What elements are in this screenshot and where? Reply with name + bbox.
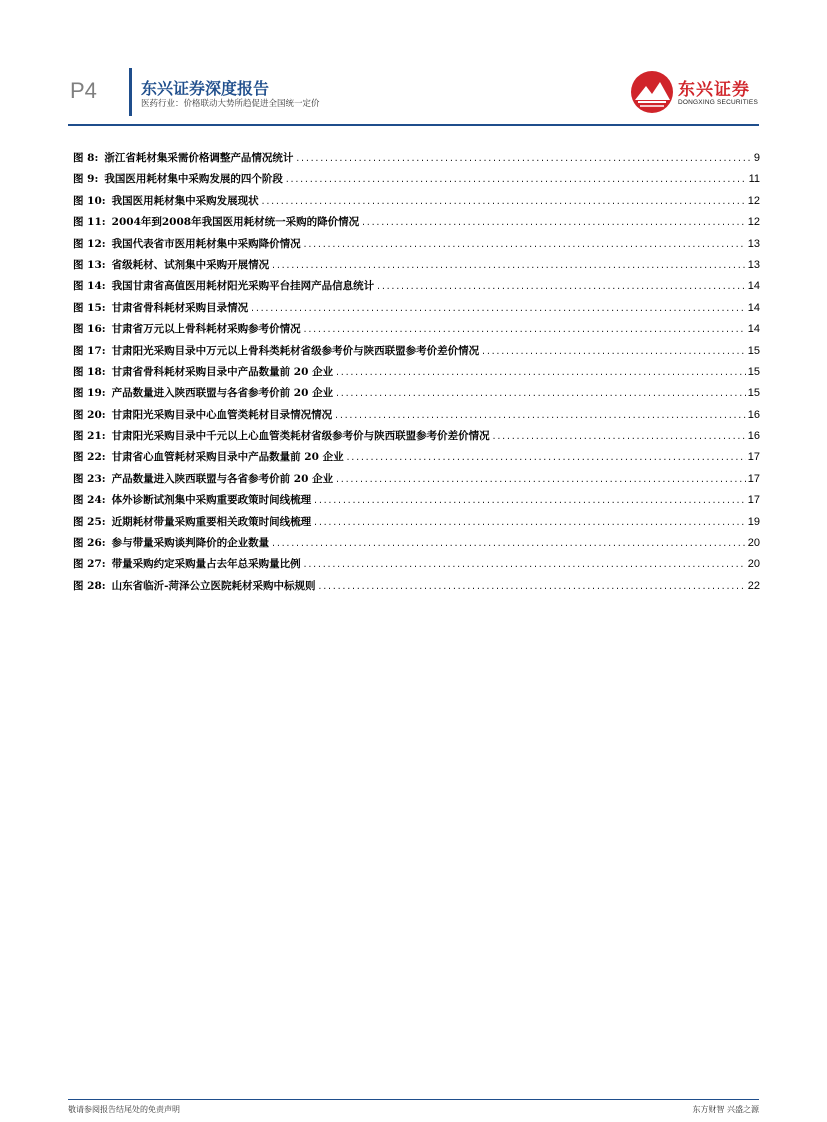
toc-entry-page[interactable]: 13: [747, 237, 760, 250]
toc-entry-page[interactable]: 17: [747, 451, 760, 464]
toc-entry-title[interactable]: 甘肃省心血管耗材采购目录中产品数量前 20 企业: [111, 451, 344, 464]
toc-entry[interactable]: [73, 385, 760, 406]
toc-entry[interactable]: [73, 150, 760, 171]
toc-entry[interactable]: [73, 428, 760, 449]
toc-entry-title[interactable]: 体外诊断试剂集中采购重要政策时间线梳理: [111, 494, 312, 507]
toc-entry-title[interactable]: 甘肃省骨科耗材采购目录情况: [111, 301, 249, 314]
toc-entry-page[interactable]: 15: [747, 387, 760, 400]
toc-entry[interactable]: [73, 300, 760, 321]
toc-entry-label: 图 22:: [73, 451, 106, 464]
logo-text-chinese: 东兴证券: [678, 80, 750, 100]
toc-entry-title[interactable]: 我国医用耗材集中采购发展的四个阶段: [104, 173, 283, 186]
toc-entry-title[interactable]: 2004年到2008年我国医用耗材统一采购的降价情况: [111, 216, 360, 229]
logo-text-english: DONGXING SECURITIES: [678, 99, 759, 106]
toc-entry-page[interactable]: 15: [747, 344, 760, 357]
footer-disclaimer: 敬请参阅报告结尾处的免责声明: [68, 1105, 180, 1114]
toc-entry-label: 图 24:: [73, 494, 106, 507]
toc-entry-title[interactable]: 甘肃阳光采购目录中万元以上骨科类耗材省级参考价与陕西联盟参考价差价情况: [111, 344, 480, 357]
toc-dot-leader: [376, 283, 746, 292]
toc-dot-leader: [335, 390, 746, 399]
toc-entry[interactable]: [73, 343, 760, 364]
toc-entry[interactable]: [73, 214, 760, 235]
toc-entry-page[interactable]: 20: [747, 558, 760, 571]
toc-entry-title[interactable]: 近期耗材带量采购重要相关政策时间线梳理: [111, 515, 312, 528]
toc-entry-label: 图 18:: [73, 365, 106, 378]
toc-dot-leader: [303, 326, 746, 335]
toc-dot-leader: [303, 561, 746, 570]
toc-entry-title[interactable]: 浙江省耗材集采需价格调整产品情况统计: [104, 152, 294, 164]
toc-dot-leader: [285, 176, 747, 185]
toc-entry-label: 图 25:: [73, 515, 106, 528]
toc-entry-label: 图 20:: [73, 408, 106, 421]
toc-entry-label: 图 17:: [73, 344, 106, 357]
logo-mark-icon: [630, 70, 674, 114]
toc-dot-leader: [250, 305, 746, 314]
toc-entry-title[interactable]: 产品数量进入陕西联盟与各省参考价前 20 企业: [111, 387, 334, 400]
toc-entry-label: 图 9:: [73, 173, 99, 186]
toc-dot-leader: [335, 476, 746, 485]
toc-entry-page[interactable]: 11: [748, 173, 760, 186]
toc-entry-page[interactable]: 22: [747, 579, 760, 592]
toc-entry-page[interactable]: 19: [747, 515, 760, 528]
toc-entry-label: 图 19:: [73, 387, 106, 400]
toc-entry-label: 图 26:: [73, 537, 106, 550]
toc-entry-page[interactable]: 13: [747, 258, 760, 271]
toc-entry-title[interactable]: 山东省临沂-菏泽公立医院耗材采购中标规则: [111, 579, 316, 592]
toc-entry-label: 图 12:: [73, 237, 106, 250]
toc-entry[interactable]: [73, 257, 760, 278]
toc-entry[interactable]: [73, 556, 760, 577]
toc-entry[interactable]: [73, 471, 760, 492]
toc-entry-label: 图 16:: [73, 323, 106, 336]
toc-entry[interactable]: [73, 193, 760, 214]
toc-entry-label: 图 13:: [73, 258, 106, 271]
toc-entry-page[interactable]: 16: [747, 408, 760, 421]
toc-entry-title[interactable]: 省级耗材、试剂集中采购开展情况: [111, 258, 270, 271]
toc-dot-leader: [335, 369, 746, 378]
page-number: P4: [70, 78, 97, 103]
toc-entry-page[interactable]: 12: [747, 194, 760, 207]
toc-entry-page[interactable]: 17: [747, 472, 760, 485]
toc-entry-label: 图 11:: [73, 216, 106, 229]
toc-entry-label: 图 15:: [73, 301, 106, 314]
toc-entry[interactable]: [73, 492, 760, 513]
footer-rule: [68, 1099, 759, 1100]
toc-dot-leader: [346, 454, 746, 463]
toc-dot-leader: [481, 348, 746, 357]
toc-entry-label: 图 8:: [73, 152, 99, 164]
toc-entry-title[interactable]: 我国医用耗材集中采购发展现状: [111, 194, 259, 207]
toc-entry-page[interactable]: 17: [747, 494, 760, 507]
company-logo: [630, 70, 760, 114]
toc-dot-leader: [271, 540, 746, 549]
toc-entry-page[interactable]: 14: [747, 323, 760, 336]
toc-entry[interactable]: [73, 236, 760, 257]
toc-entry-page[interactable]: 15: [747, 365, 760, 378]
toc-entry[interactable]: [73, 321, 760, 342]
toc-dot-leader: [295, 155, 752, 164]
toc-entry[interactable]: [73, 364, 760, 385]
toc-entry-title[interactable]: 甘肃省骨科耗材采购目录中产品数量前 20 企业: [111, 365, 334, 378]
toc-entry-title[interactable]: 甘肃阳光采购目录中心血管类耗材目录情况情况: [111, 408, 333, 421]
toc-dot-leader: [303, 241, 746, 250]
toc-entry[interactable]: [73, 535, 760, 556]
header-rule: [68, 124, 759, 126]
toc-entry-page[interactable]: 9: [753, 152, 760, 164]
toc-entry-page[interactable]: 16: [747, 430, 760, 443]
toc-dot-leader: [313, 497, 746, 506]
toc-entry[interactable]: [73, 171, 760, 192]
toc-dot-leader: [492, 433, 746, 442]
toc-entry-title[interactable]: 甘肃阳光采购目录中千元以上心血管类耗材省级参考价与陕西联盟参考价差价情况: [111, 430, 490, 443]
toc-entry-title[interactable]: 我国代表省市医用耗材集中采购降价情况: [111, 237, 301, 250]
toc-entry-label: 图 28:: [73, 579, 106, 592]
toc-entry-page[interactable]: 12: [747, 216, 760, 229]
toc-dot-leader: [318, 583, 746, 592]
toc-entry-title[interactable]: 我国甘肃省高值医用耗材阳光采购平台挂网产品信息统计: [111, 280, 375, 293]
toc-entry-label: 图 21:: [73, 430, 106, 443]
toc-dot-leader: [313, 519, 746, 528]
toc-entry-page[interactable]: 20: [747, 537, 760, 550]
toc-entry-title[interactable]: 带量采购约定采购量占去年总采购量比例: [111, 558, 301, 571]
toc-dot-leader: [334, 412, 746, 421]
toc-entry[interactable]: [73, 407, 760, 428]
toc-dot-leader: [261, 198, 746, 207]
figure-index: [73, 150, 760, 599]
toc-entry[interactable]: [73, 449, 760, 470]
toc-entry-label: 图 10:: [73, 194, 106, 207]
toc-entry-page[interactable]: 14: [747, 301, 760, 314]
toc-entry-label: 图 23:: [73, 472, 106, 485]
toc-entry[interactable]: [73, 578, 760, 599]
report-subtitle: 医药行业：价格联动大势所趋促进全国统一定价: [141, 99, 320, 109]
header-divider-bar: [129, 68, 132, 116]
toc-entry[interactable]: [73, 278, 760, 299]
toc-dot-leader: [271, 262, 746, 271]
toc-entry[interactable]: [73, 514, 760, 535]
toc-entry-label: 图 14:: [73, 280, 106, 293]
toc-dot-leader: [361, 219, 746, 228]
report-title: 东兴证券深度报告: [141, 79, 270, 98]
footer-slogan: 东方财智 兴盛之源: [692, 1105, 759, 1114]
toc-entry-label: 图 27:: [73, 558, 106, 571]
toc-entry-page[interactable]: 14: [747, 280, 760, 293]
toc-entry-title[interactable]: 产品数量进入陕西联盟与各省参考价前 20 企业: [111, 472, 334, 485]
toc-entry-title[interactable]: 参与带量采购谈判降价的企业数量: [111, 537, 270, 550]
toc-entry-title[interactable]: 甘肃省万元以上骨科耗材采购参考价情况: [111, 323, 301, 336]
